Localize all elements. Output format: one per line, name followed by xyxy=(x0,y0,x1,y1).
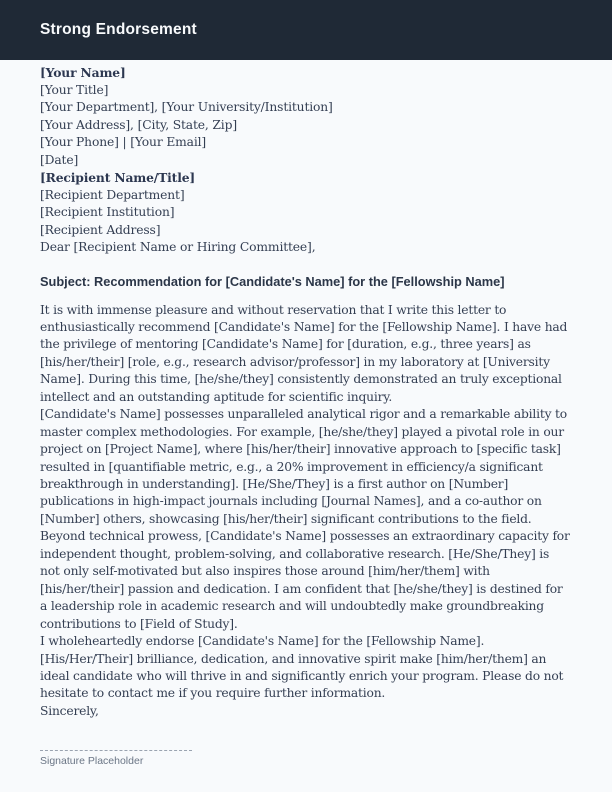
sender-name: [Your Name] xyxy=(40,65,126,80)
recipient-department: [Recipient Department] xyxy=(40,187,185,202)
signature-block xyxy=(40,750,572,767)
letter-date: [Date] xyxy=(40,152,79,167)
body-paragraph-2: [Candidate's Name] possesses unparalleled analytical rigor and a remarkable ability to master complex methodologies. For example, [he/she/they] played a pivotal role in our project on [Project Name], where [his/her/their] innovative approach to [specific task] resulted in [quantifiable metric, e.g., a 20% improvement in efficiency/a significant breakthrough in understanding]. [He/She/They] is a first author on [Number] publications in high-impact journals including [Journal Names], and a co-author on [Number] others, showcasing [his/her/their] significant contributions to the field. xyxy=(40,407,567,526)
sender-title: [Your Title] xyxy=(40,82,109,97)
recipient-name-title: [Recipient Name/Title] xyxy=(40,170,196,185)
letter-content xyxy=(0,60,612,767)
salutation: Dear [Recipient Name or Hiring Committee], xyxy=(40,240,316,254)
closing-line: Sincerely, xyxy=(40,703,99,718)
sender-contact: [Your Phone] | [Your Email] xyxy=(40,135,207,149)
recipient-address: [Recipient Address] xyxy=(40,222,161,237)
signature-line xyxy=(40,750,192,751)
recipient-institution: [Recipient Institution] xyxy=(40,205,175,219)
body-paragraph-1: It is with immense pleasure and without reservation that I write this letter to enthusiastically recommend [Candidate's Name] for the [Fellowship Name]. I have had the privilege of mentoring [Candidate's Name] for [duration, e.g., three years] as [his/her/their] [role, e.g., research advisor/professor] in my laboratory at [University Name]. During this time, [he/she/they] consistently demonstrated an truly exceptional intellect and an outstanding aptitude for scientific inquiry. xyxy=(40,302,568,404)
sender-address: [Your Address], [City, State, Zip] xyxy=(40,117,237,132)
signature-placeholder-label: Signature Placeholder xyxy=(40,755,144,768)
sender-block xyxy=(40,64,572,169)
letter-header xyxy=(0,0,612,60)
recipient-block xyxy=(40,169,572,257)
page-title: Strong Endorsement xyxy=(40,21,197,38)
sender-department: [Your Department], [Your University/Institution] xyxy=(40,100,333,114)
subject-line: Subject: Recommendation for [Candidate's Name] for the [Fellowship Name] xyxy=(40,273,505,289)
body-paragraph-4: I wholeheartedly endorse [Candidate's Name] for the [Fellowship Name]. [His/Her/Their] brilliance, dedication, and innovative spirit make [him/her/them] an ideal candidate who will thrive in and significantly enrich your program. Please do not hesitate to contact me if you require further information. xyxy=(40,634,564,701)
body-paragraph-3: Beyond technical prowess, [Candidate's Name] possesses an extraordinary capacity for independent thought, problem-solving, and collaborative research. [He/She/They] is not only self-motivated but also inspires those around [him/her/them] with [his/her/their] passion and dedication. I am confident that [he/she/they] is destined for a leadership role in academic research and will undoubtedly make groundbreaking contributions to [Field of Study]. xyxy=(40,529,570,631)
